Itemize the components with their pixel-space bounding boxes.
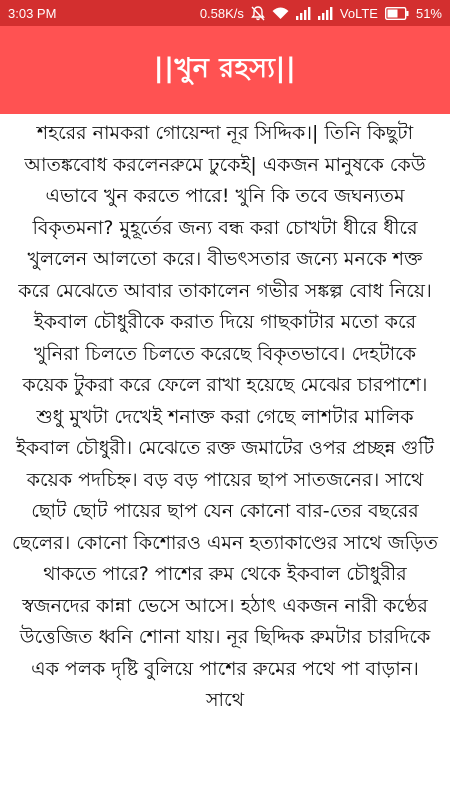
app-bar [0, 26, 450, 114]
app-title: ||খুন রহস্য|| [153, 52, 297, 84]
signal-icon [296, 7, 311, 20]
status-left [8, 6, 56, 21]
wifi-icon [272, 7, 289, 20]
mute-icon [251, 6, 265, 21]
carrier-label: VoLTE [339, 5, 378, 21]
status-bar [0, 0, 450, 26]
battery-icon [385, 7, 409, 20]
status-time: 3:03 PM [8, 5, 57, 21]
story-content[interactable] [0, 114, 450, 800]
status-right [200, 6, 442, 21]
network-speed: 0.58K/s [199, 5, 244, 21]
story-text: শহরের নামকরা গোয়েন্দা নূর সিদ্দিক।| তিনি কিছুটা আতঙ্কবোধ করলেনরুমে ঢুকেই| একজন মানুষকে কেউ এভাবে খুন করতে পারে! খুনি কি তবে জঘন্যতম বিকৃতমনা? মুহূর্তের জন্য বন্ধ করা চোখটা ধীরে ধীরে খুললেন আলতো করে। বীভৎসতার জন্যে মনকে শক্ত করে মেঝেতে আবার তাকালেন গভীর সঙ্কল্প বোধ নিয়ে। ইকবাল চৌধুরীকে করাত দিয়ে গাছকাটার মতো করে খুনিরা চিলতে চিলতে করেছে বিকৃতভাবে। দেহটাকে কয়েক টুকরা করে ফেলে রাখা হয়েছে মেঝের চারপাশে। শুধু মুখটা দেখেই শনাক্ত করা গেছে লাশটার মালিক ইকবাল চৌধুরী। মেঝেতে রক্ত জমাটের ওপর প্রচ্ছন্ন গুটি কয়েক পদচিহ্ন। বড় বড় পায়ের ছাপ সাতজনের। সাথে ছোট ছোট পায়ের ছাপ যেন কোনো বার-তের বছরের ছেলের। কোনো কিশোরও এমন হত্যাকাণ্ডের সাথে জড়িত থাকতে পারে? পাশের রুম থেকে ইকবাল চৌধুরীর স্বজনদের কান্না ভেসে আসে। হঠাৎ একজন নারী কণ্ঠের উত্তেজিত ধ্বনি শোনা যায়। নূর ছিদ্দিক রুমটার চারদিকে এক পলক দৃষ্টি বুলিয়ে পাশের রুমের পথে পা বাড়ান। সাথে [12, 122, 438, 711]
signal-icon-lte [318, 7, 333, 20]
battery-percent: 51% [415, 5, 442, 21]
